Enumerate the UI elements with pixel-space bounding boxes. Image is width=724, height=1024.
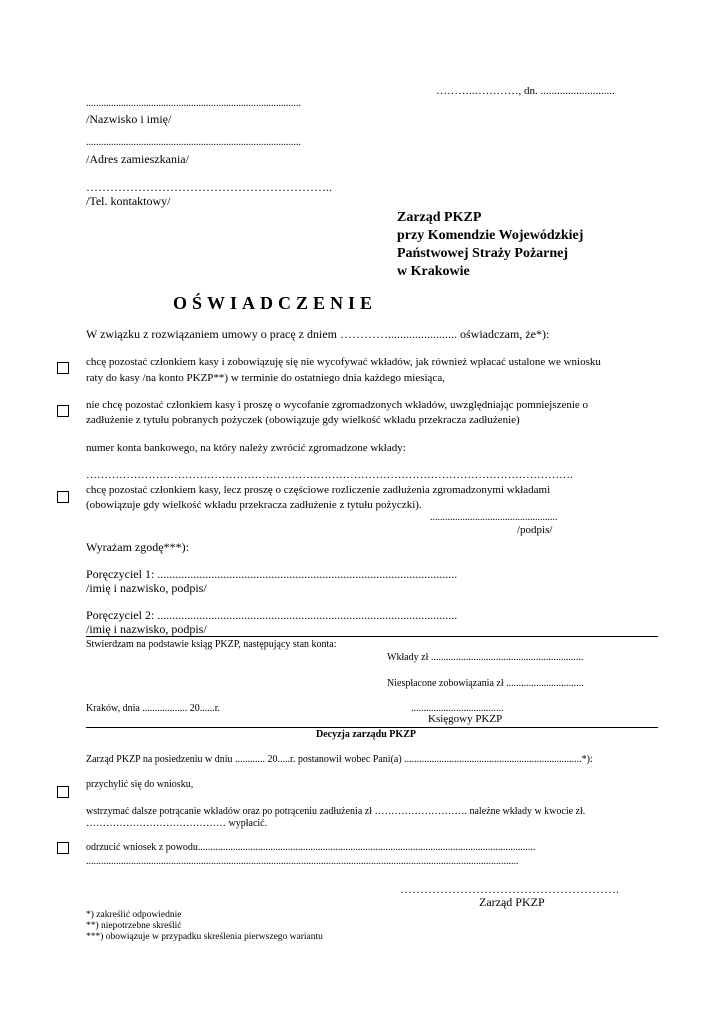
recipient-block: [397, 209, 583, 281]
accountant-label: Księgowy PKZP: [428, 713, 503, 725]
guarantor-1-label: /imię i nazwisko, podpis/: [86, 581, 207, 595]
account-number-field[interactable]: …………………………………………………………………………………………………………………….: [86, 469, 573, 481]
recipient-line-3: Państwowej Straży Pożarnej: [397, 246, 569, 261]
address-dots: ......................................................................................: [86, 137, 301, 148]
name-label: /Nazwisko i imię/: [86, 112, 172, 126]
guarantor-1-field[interactable]: Poręczyciel 1: ....................................................................................................: [86, 567, 458, 581]
board-signature-label: Zarząd PKZP: [479, 895, 545, 909]
accounting-statement: Stwierdzam na podstawie ksiąg PKZP, następujący stan konta:: [86, 639, 337, 650]
guarantor-2-label: /imię i nazwisko, podpis/: [86, 622, 207, 636]
decision-withhold-line-1: wstrzymać dalsze potrącanie wkładów oraz po potrąceniu zadłużenia zł ………………………. należne wkłady w kwocie zł.: [86, 806, 586, 817]
footnote-2: **) niepotrzebne skreślić: [86, 921, 182, 931]
divider-decision: [86, 727, 658, 728]
address-label: /Adres zamieszkania/: [86, 152, 189, 166]
decision-heading: Decyzja zarządu PKZP: [316, 729, 416, 740]
account-label: numer konta bankowego, na który należy zwrócić zgromadzone wkłady:: [86, 442, 406, 454]
accounting-place-date: Kraków, dnia .................. 20......r.: [86, 703, 221, 714]
decision-withhold-line-2: …………………………………… wypłacić.: [86, 818, 268, 829]
decision-reject-line: odrzucić wniosek z powodu.......................................................................................................................................: [86, 842, 536, 853]
decision-approve-label: przychylić się do wniosku,: [86, 779, 194, 790]
footnote-1: *) zakreślić odpowiednie: [86, 910, 182, 920]
signature-dots: ...................................................: [430, 512, 558, 523]
option-2-line-2: zadłużenie z tytułu pobranych pożyczek (obowiązuje gdy wielkość wkładu przekracza zadłużenie): [86, 414, 520, 426]
guarantor-2-field[interactable]: Poręczyciel 2: ....................................................................................................: [86, 608, 458, 622]
page-title: OŚWIADCZENIE: [173, 293, 378, 313]
option-1-line-2: raty do kasy /na konto PKZP**) w terminie do ostatniego dnia każdego miesiąca,: [86, 372, 445, 384]
deposits-line: Wkłady zł .............................................................: [387, 652, 584, 663]
signature-label: /podpis/: [517, 524, 553, 536]
recipient-line-1: Zarząd PKZP: [397, 210, 482, 225]
option-1-checkbox[interactable]: [57, 362, 69, 374]
footnote-3: ***) obowiązuje w przypadku skreślenia pierwszego wariantu: [86, 932, 323, 942]
accountant-dots: .....................................: [411, 703, 504, 714]
option-3-checkbox[interactable]: [57, 491, 69, 503]
decision-reject-dots: .............................................................................................................................................................................: [86, 856, 519, 867]
board-signature-dots: ……………………………………………….: [400, 882, 619, 896]
consent-label: Wyrażam zgodę***):: [86, 540, 189, 554]
divider-accounting: [86, 636, 658, 637]
option-2-checkbox[interactable]: [57, 405, 69, 417]
option-1-line-1: chcę pozostać członkiem kasy i zobowiązuję się nie wycofywać wkładów, jak również wpłacać ustalone we wniosku: [86, 356, 601, 368]
decision-approve-checkbox[interactable]: [57, 786, 69, 798]
option-2-line-1: nie chcę pozostać członkiem kasy i proszę o wycofanie zgromadzonych wkładów, uwzględniając pomniejszenie o: [86, 399, 589, 411]
decision-reject-checkbox[interactable]: [57, 842, 69, 854]
phone-label: /Tel. kontaktowy/: [86, 194, 171, 208]
decision-intro: Zarząd PKZP na posiedzeniu w dniu ............ 20.....r. postanowił wobec Pani(a) .......................................................................*):: [86, 754, 593, 765]
option-3-line-2: (obowiązuje gdy wielkość wkładu przekracza zadłużenie z tytułu pożyczki).: [86, 499, 422, 511]
recipient-line-4: w Krakowie: [397, 264, 470, 279]
place-date-line: ………..…………, dn. ...........................: [436, 85, 615, 97]
option-3-line-1: chcę pozostać członkiem kasy, lecz proszę o częściowe rozliczenie zadłużenia zgromadzonymi wkładami: [86, 484, 551, 496]
intro-text: W związku z rozwiązaniem umowy o pracę z dniem …………....................... oświadczam, że*):: [86, 327, 550, 341]
phone-dots: ……………………………………………………..: [86, 180, 332, 194]
name-dots: ......................................................................................: [86, 98, 301, 109]
recipient-line-2: przy Komendzie Wojewódzkiej: [397, 228, 584, 243]
unpaid-line: Niespłacone zobowiązania zł ...............................: [387, 678, 584, 689]
